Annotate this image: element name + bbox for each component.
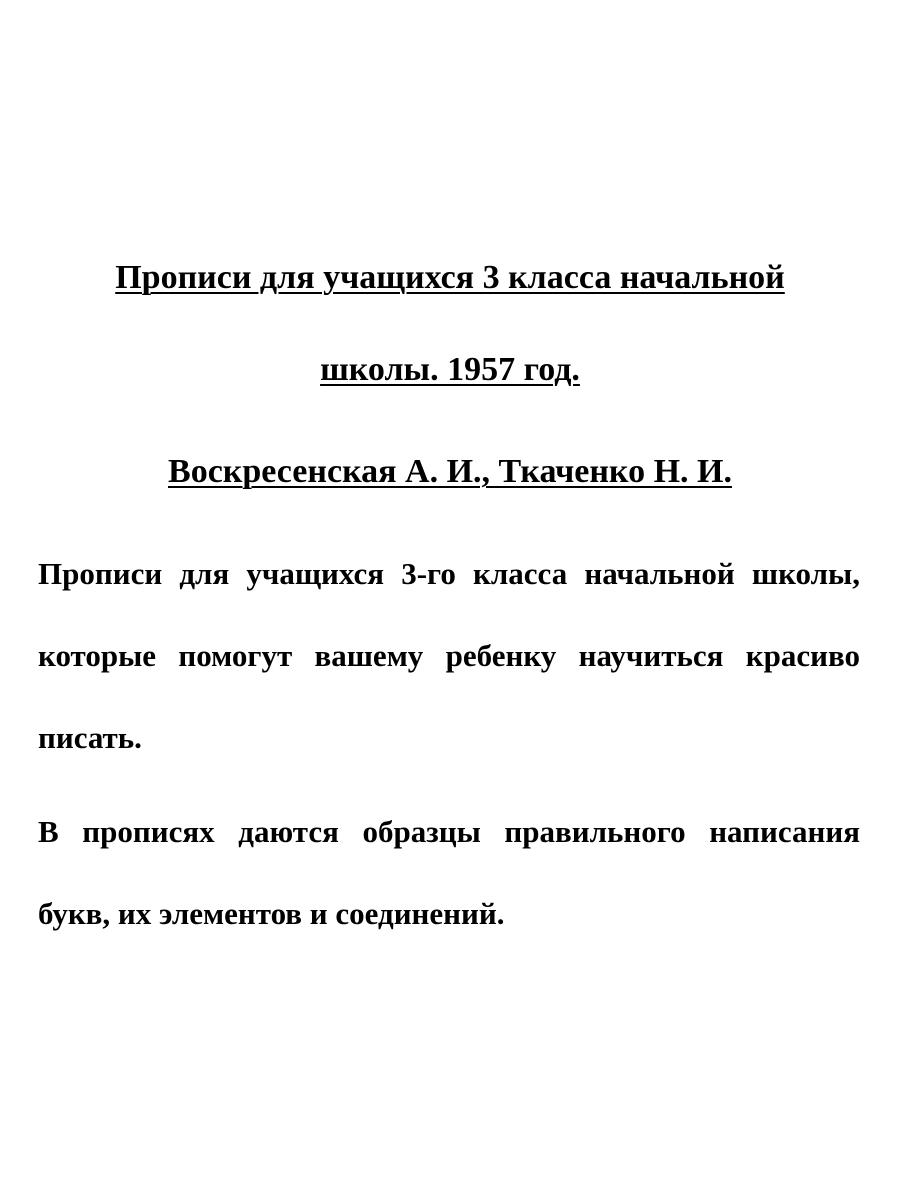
- title-line-1: [0, 258, 900, 298]
- title-text-2: школы. 1957 год.: [320, 351, 580, 388]
- authors-text: Воскресенская А. И., Ткаченко Н. И.: [168, 453, 732, 490]
- description-paragraph-2: В прописях даются образцы правильного написания букв, их элементов и соединений.: [38, 814, 860, 931]
- title-text-1: Прописи для учащихся 3 класса начальной: [115, 259, 785, 296]
- authors-line: [0, 452, 900, 492]
- description-paragraph-1: Прописи для учащихся 3-го класса начальной школы, которые помогут вашему ребенку научиться красиво писать.: [38, 556, 860, 755]
- title-line-2: [0, 350, 900, 390]
